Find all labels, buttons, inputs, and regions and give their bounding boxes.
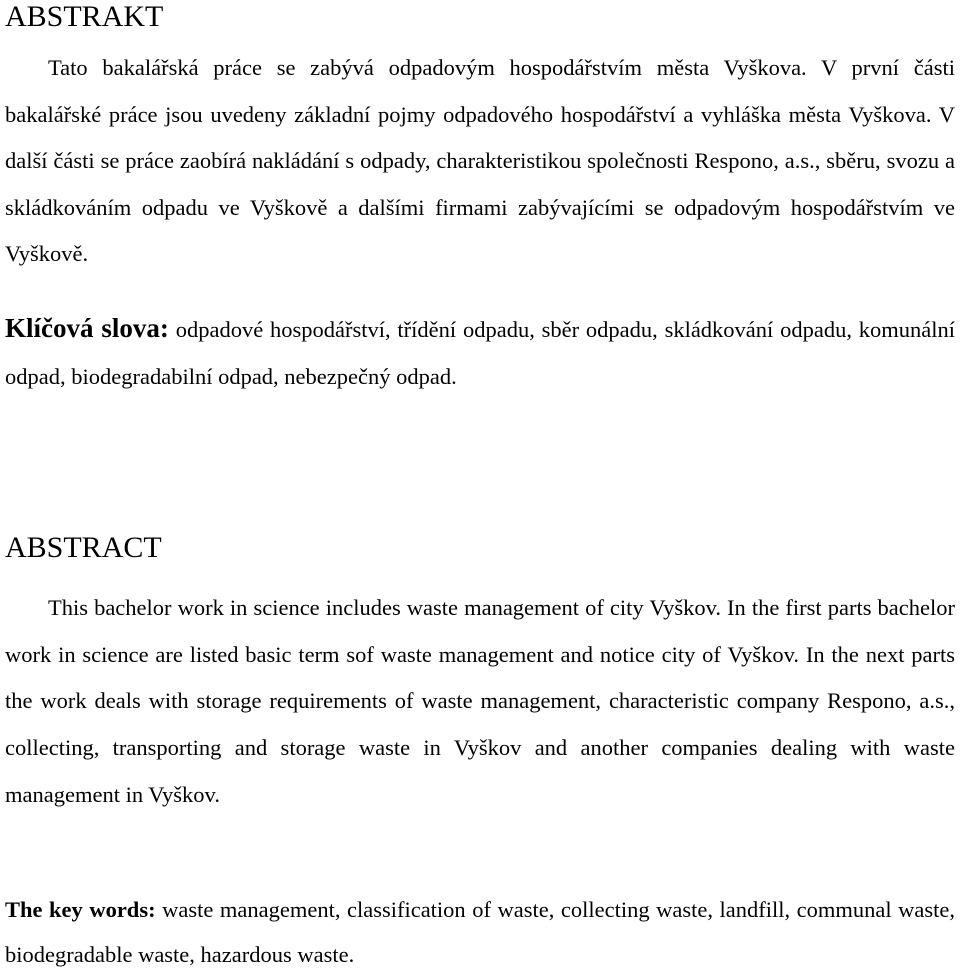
czech-keywords-label: Klíčová slova:: [5, 313, 169, 343]
english-keywords-label: The key words:: [5, 897, 156, 922]
czech-abstract-paragraph: Tato bakalářská práce se zabývá odpadovým hospodářstvím města Vyškova. V první části bakalářské práce jsou uvedeny základní pojmy odpadového hospodářství a vyhláška města Vyškova. V další části se práce zaobírá nakládání s odpady, charakteristikou společnosti Respono, a.s., sběru, svozu a skládkováním odpadu ve Vyškově a dalšími firmami zabývajícími se odpadovým hospodářstvím ve Vyškově.: [5, 55, 955, 266]
czech-abstract-heading: ABSTRAKT: [5, 0, 164, 33]
czech-keywords-text: odpadové hospodářství, třídění odpadu, sběr odpadu, skládkování odpadu, komunální odpad, biodegradabilní odpad, nebezpečný odpad.: [5, 317, 956, 389]
english-keywords: [5, 887, 955, 977]
english-keywords-text: waste management, classification of waste, collecting waste, landfill, communal waste, biodegradable waste, hazardous waste.: [5, 897, 955, 967]
english-abstract-heading: ABSTRACT: [5, 531, 162, 564]
english-abstract-paragraph: This bachelor work in science includes waste management of city Vyškov. In the first parts bachelor work in science are listed basic term sof waste management and notice city of Vyškov. In the next parts the work deals with storage requirements of waste management, characteristic company Respono, a.s., collecting, transporting and storage waste in Vyškov and another companies dealing with waste management in Vyškov.: [5, 595, 955, 807]
czech-keywords: [5, 305, 955, 400]
